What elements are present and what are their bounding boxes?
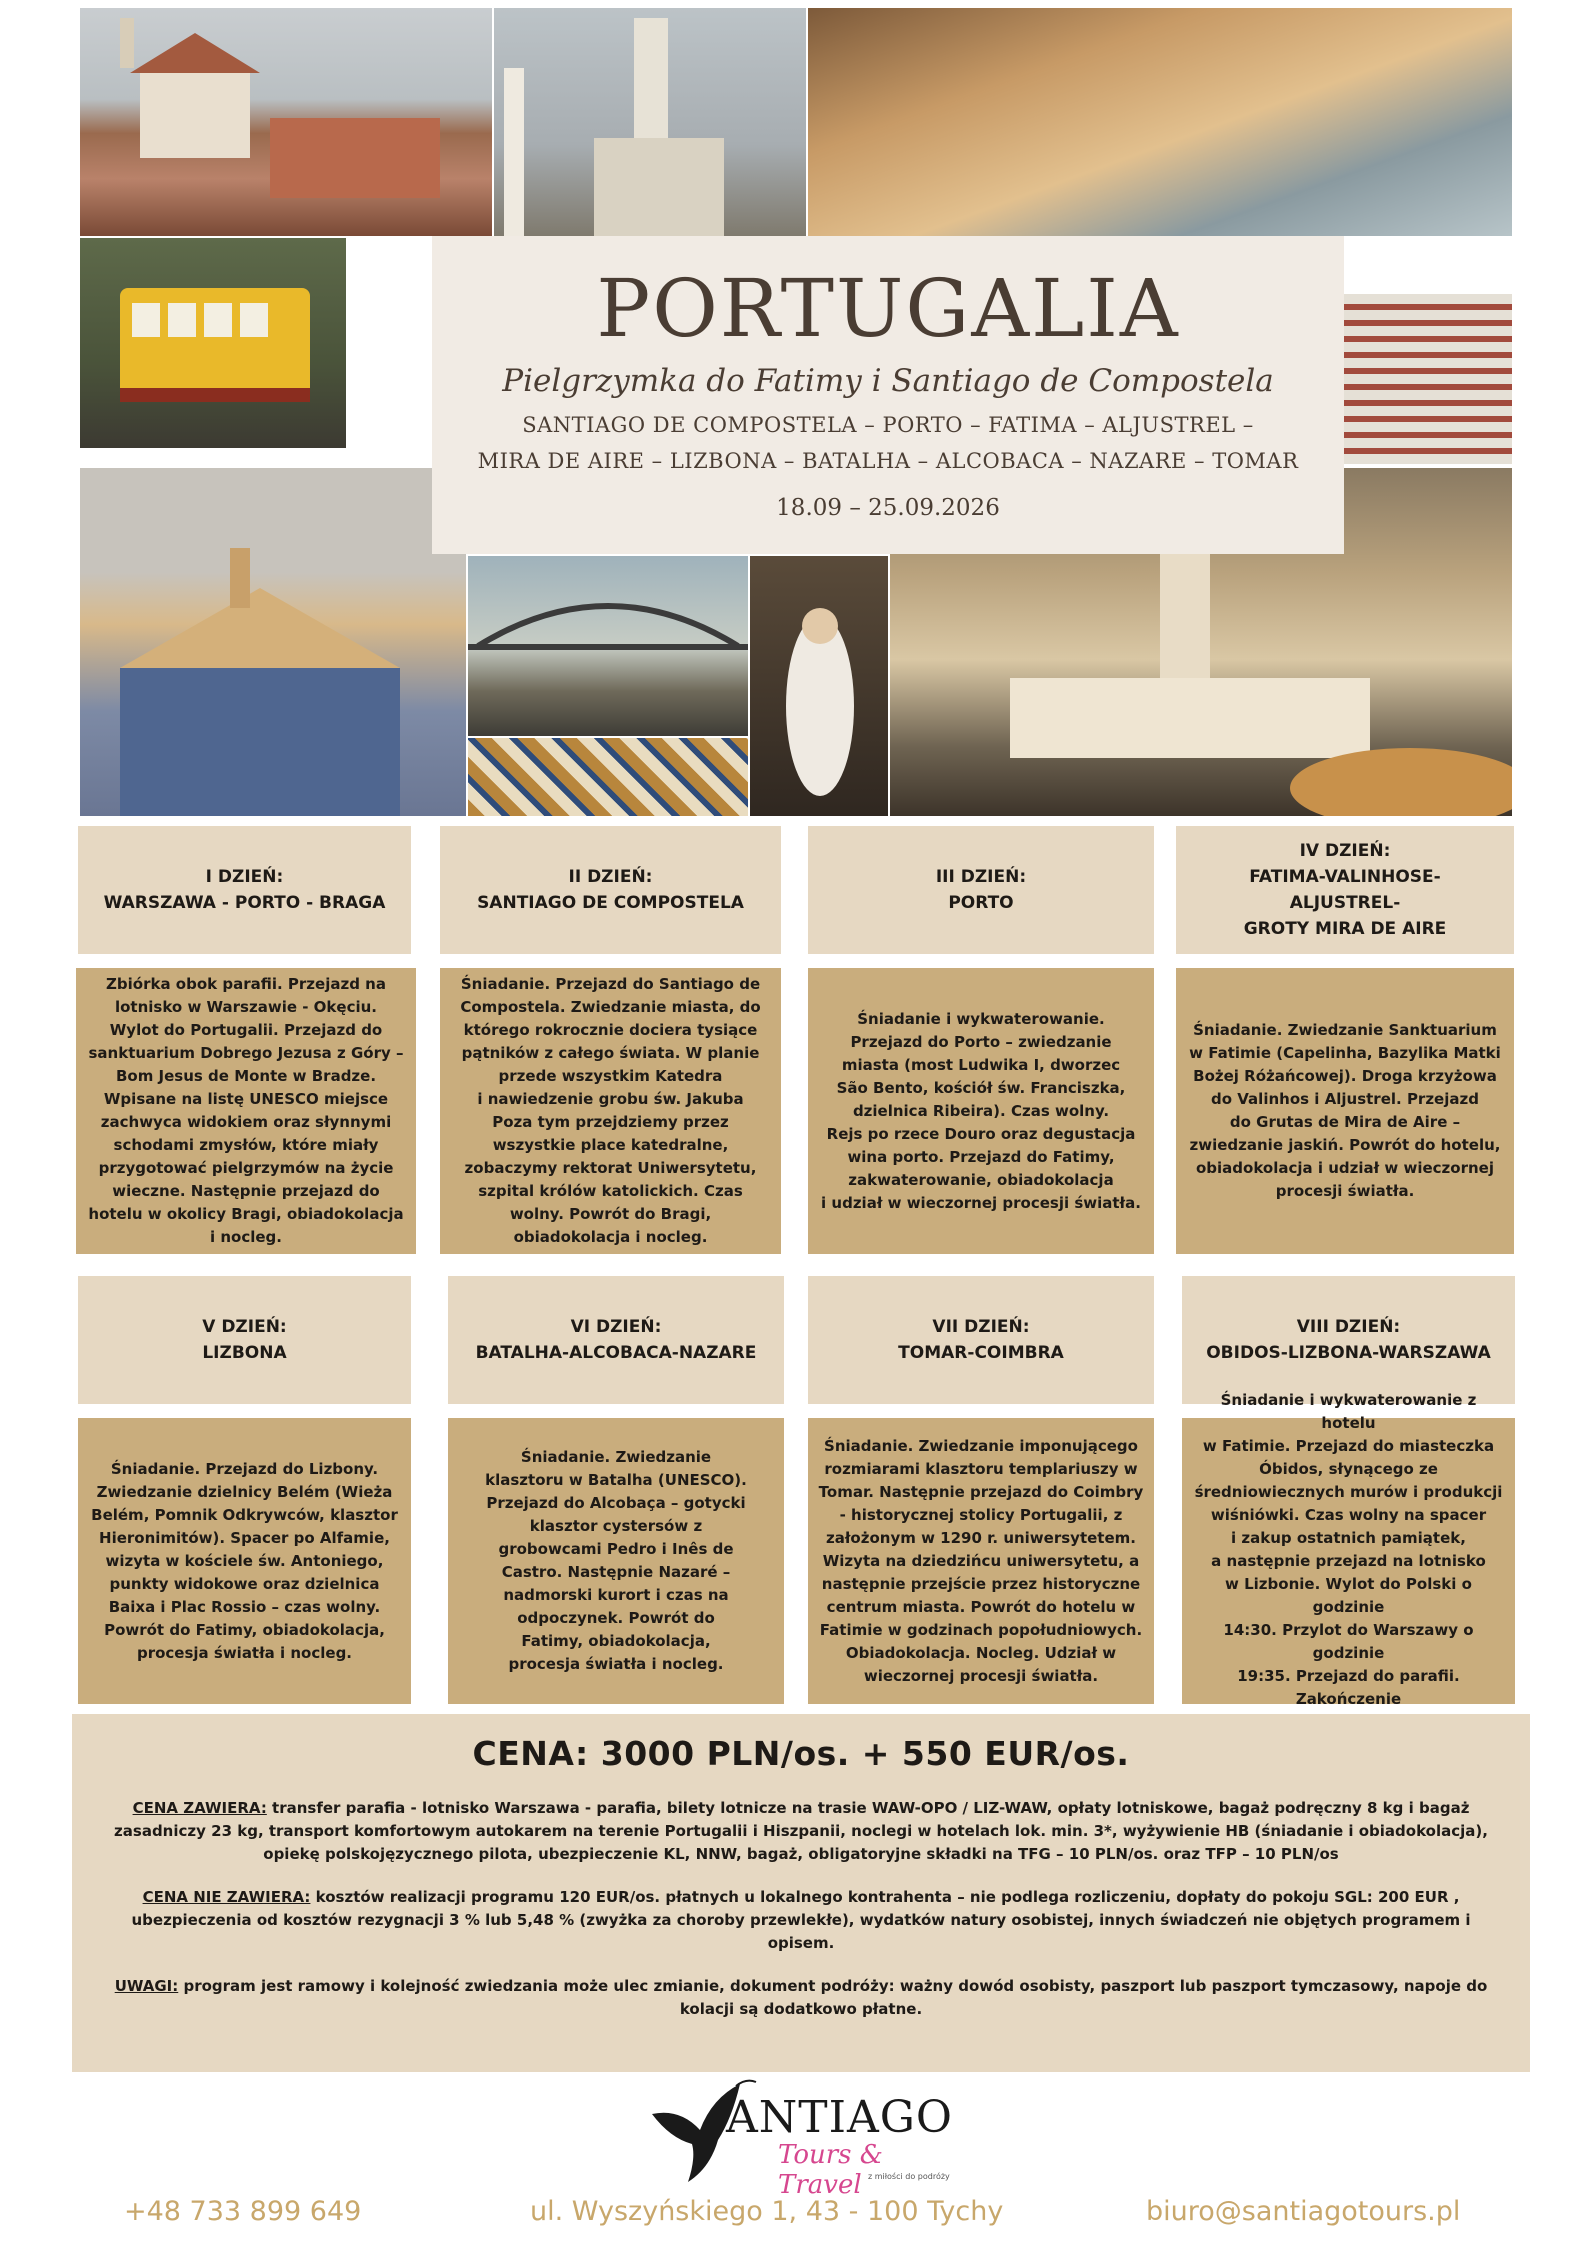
day-6-title: VI DZIEŃ: BATALHA-ALCOBACA-NAZARE — [448, 1276, 784, 1404]
day-1-description: Zbiórka obok parafii. Przejazd na lotnisko w Warszawie - Okęciu. Wylot do Portugalii. Przejazd do sanktuarium Dobrego Jezusa z Góry – Bom Jesus de Monte w Bradze. Wpisane na listę UNESCO miejsce zachwyca widokiem oraz słynnymi schodami zmysłów, które miały przygotować pielgrzymów na życie wieczne. Następnie przejazd do hotelu w okolicy Bragi, obiadokolacja i nocleg. — [76, 968, 416, 1254]
route-line-1: SANTIAGO DE COMPOSTELA – PORTO – FATIMA – ALJUSTREL – — [522, 413, 1254, 437]
day-7-title: VII DZIEŃ: TOMAR-COIMBRA — [808, 1276, 1154, 1404]
photo-lisbon-rooftops — [80, 8, 492, 236]
footer-address: ul. Wyszyńskiego 1, 43 - 100 Tychy — [530, 2196, 1004, 2227]
photo-our-lady-statue — [750, 556, 888, 816]
day-3-title: III DZIEŃ: PORTO — [808, 826, 1154, 954]
title-card — [432, 236, 1344, 554]
page-subtitle: Pielgrzymka do Fatimy i Santiago de Compostela — [502, 363, 1274, 399]
price-notes — [98, 1975, 1504, 2021]
route-line-2: MIRA DE AIRE – LIZBONA – BATALHA – ALCOBACA – NAZARE – TOMAR — [477, 449, 1299, 473]
price-includes — [98, 1797, 1504, 1866]
price-headline: CENA: 3000 PLN/os. + 550 EUR/os. — [472, 1734, 1130, 1773]
footer-phone[interactable]: +48 733 899 649 — [124, 2196, 362, 2227]
logo-script: Tours & Travel — [778, 2140, 883, 2200]
includes-label: CENA ZAWIERA: — [132, 1799, 267, 1817]
page-title: PORTUGALIA — [596, 262, 1180, 355]
logo-name: ANTIAGO — [726, 2092, 953, 2143]
day-4-description: Śniadanie. Zwiedzanie Sanktuarium w Fatimie (Capelinha, Bazylika Matki Bożej Różańcowej). Droga krzyżowa do Valinhos i Aljustrel. Przejazd do Grutas de Mira de Aire – zwiedzanie jaskiń. Powrót do hotelu, obiadokolacja i udział w wieczornej procesji światła. — [1176, 968, 1514, 1254]
day-7-description: Śniadanie. Zwiedzanie imponującego rozmiarami klasztoru templariuszy w Tomar. Następnie przejazd do Coimbry - historycznej stolicy Portugalii, z założonym w 1290 r. uniwersytetem. Wizyta na dziedzińcu uniwersytetu, a następnie przejście przez historyczne centrum miasta. Powrót do hotelu w Fatimie w godzinach popołudniowych. Obiadokolacja. Nocleg. Udział w wieczornej procesji światła. — [808, 1418, 1154, 1704]
day-8-title: VIII DZIEŃ: OBIDOS-LIZBONA-WARSZAWA — [1182, 1276, 1515, 1404]
photo-yellow-tram — [80, 238, 346, 448]
day-2-description: Śniadanie. Przejazd do Santiago de Compostela. Zwiedzanie miasta, do którego rokrocznie dociera tysiące pątników z całego świata. W planie przede wszystkim Katedra i nawiedzenie grobu św. Jakuba Poza tym przejdziemy przez wszystkie place katedralne, zobaczymy rektorat Uniwersytetu, szpital królów katolickich. Czas wolny. Powrót do Bragi, obiadokolacja i nocleg. — [440, 968, 781, 1254]
trip-dates: 18.09 – 25.09.2026 — [776, 495, 1000, 521]
photo-fatima-basilica — [494, 8, 806, 236]
notes-text: program jest ramowy i kolejność zwiedzania może ulec zmianie, dokument podróży: ważny dowód osobisty, paszport lub paszport tymczasowy, napoje do kolacji są dodatkowo płatne. — [178, 1977, 1488, 2018]
footer-email[interactable]: biuro@santiagotours.pl — [1146, 2196, 1461, 2227]
day-3-description: Śniadanie i wykwaterowanie. Przejazd do Porto – zwiedzanie miasta (most Ludwika I, dworzec São Bento, kościół św. Franciszka, dzielnica Ribeira). Czas wolny. Rejs po rzece Douro oraz degustacja wina porto. Przejazd do Fatimy, zakwaterowanie, obiadokolacja i udział w wieczornej procesji światła. — [808, 968, 1154, 1254]
price-section — [72, 1714, 1530, 2072]
photo-porto-bridge — [468, 556, 748, 736]
photo-azulejo-church — [80, 468, 466, 816]
photo-azulejo-tiles — [468, 738, 748, 816]
logo-tagline: z miłości do podróży — [868, 2172, 950, 2181]
price-excludes — [98, 1886, 1504, 1955]
day-1-title: I DZIEŃ: WARSZAWA - PORTO - BRAGA — [78, 826, 411, 954]
excludes-text: kosztów realizacji programu 120 EUR/os. płatnych u lokalnego kontrahenta – nie podlega rozliczeniu, dopłaty do pokoju SGL: 200 EUR , ubezpieczenia od kosztów rezygnacji 3 % lub 5,48 % (zwyżka za choroby przewlekłe), wydatków natury osobistej, innych świadczeń nie objętych programem i opisem. — [131, 1888, 1471, 1952]
excludes-label: CENA NIE ZAWIERA: — [142, 1888, 311, 1906]
includes-text: transfer parafia - lotnisko Warszawa - parafia, bilety lotnicze na trasie WAW-OPO / LIZ-WAW, opłaty lotniskowe, bagaż podręczny 8 kg i bagaż zasadniczy 23 kg, transport komfortowym autokarem na terenie Portugalii i Hiszpanii, noclegi w hotelach lok. min. 3*, wyżywienie HB (śniadanie i obiadokolacja), opiekę polskojęzycznego pilota, ubezpieczenie KL, NNW, bagaż, obligatoryjne składki na TFG – 10 PLN/os. oraz TFP – 10 PLN/os — [114, 1799, 1488, 1863]
photo-nazare-beach — [808, 8, 1512, 236]
notes-label: UWAGI: — [114, 1977, 179, 1995]
santiago-logo — [640, 2078, 960, 2198]
day-2-title: II DZIEŃ: SANTIAGO DE COMPOSTELA — [440, 826, 781, 954]
day-4-title: IV DZIEŃ: FATIMA-VALINHOSE- ALJUSTREL- GROTY MIRA DE AIRE — [1176, 826, 1514, 954]
day-5-title: V DZIEŃ: LIZBONA — [78, 1276, 411, 1404]
day-8-description: hotelu w Fatimie. Przejazd do miasteczka Óbidos, słynącego ze średniowiecznych murów i produkcji wiśniówki. Czas wolny na spacer i zakup ostatnich pamiątek, a następnie przejazd na lotnisko w Lizbonie. Wylot do Polski o godzinie 14:30. Przylot do Warszawy o godzinie 19:35. Przejazd do parafii. Zakończenie — [1182, 1418, 1515, 1704]
photo-collage — [80, 8, 1512, 816]
day-6-description: Śniadanie. Zwiedzanie klasztoru w Batalha (UNESCO). Przejazd do Alcobaça – gotycki klasztor cystersów z grobowcami Pedro i Inês de Castro. Następnie Nazaré – nadmorski kurort i czas na odpoczynek. Powrót do Fatimy, obiadokolacja, procesja światła i nocleg. — [448, 1418, 784, 1704]
day-5-description: Śniadanie. Przejazd do Lizbony. Zwiedzanie dzielnicy Belém (Wieża Belém, Pomnik Odkrywców, klasztor Hieronimitów). Spacer po Alfamie, wizyta w kościele św. Antoniego, punkty widokowe oraz dzielnica Baixa i Plac Rossio – czas wolny. Powrót do Fatimy, obiadokolacja, procesja światła i nocleg. — [78, 1418, 411, 1704]
